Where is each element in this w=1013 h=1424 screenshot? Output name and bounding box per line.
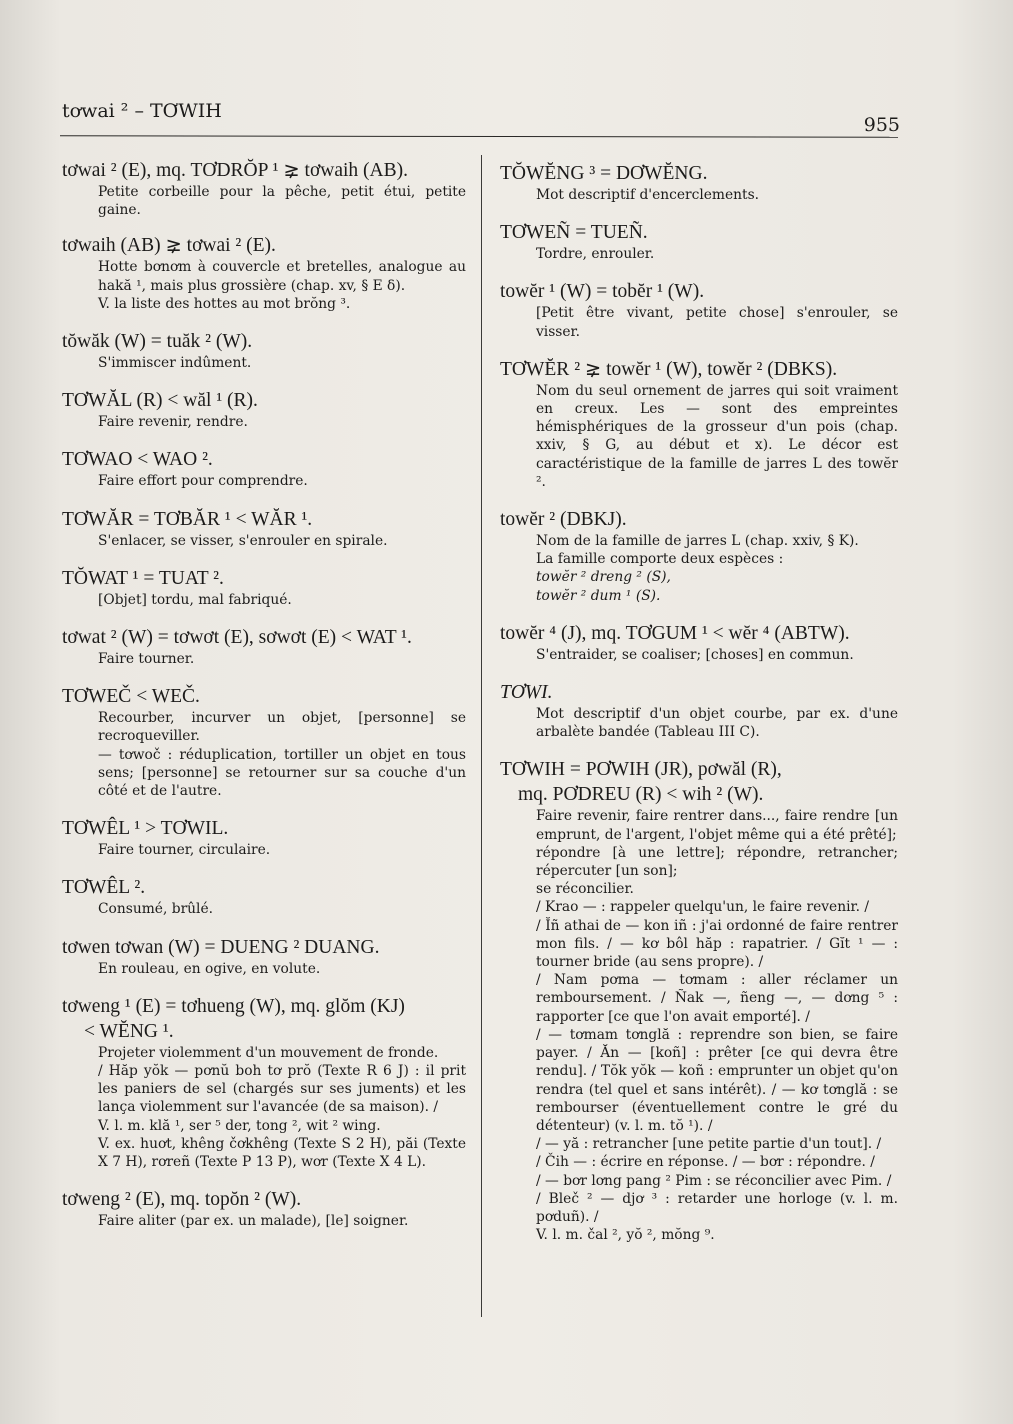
definition: [98, 900, 466, 918]
right-column: [500, 161, 898, 1244]
definition: [98, 591, 466, 609]
entry: [500, 161, 898, 204]
definition-line: Nom du seul ornement de jarres qui soit vraiment en creux. Les — sont des empreintes hémisphériques de la grosseur d'un pois (chap. xxiv, § G, au début et x). Le décor est caractéristique de la famille de jarres L des towĕr ².: [536, 382, 898, 490]
definition: [98, 472, 466, 490]
definition-line: répondre [à une lettre]; répondre, retrancher; répercuter [un son];: [536, 844, 898, 880]
headword: TŎWĔNG ³ = DƠWĔNG.: [500, 163, 708, 184]
definition-line: Recourber, incurver un objet, [personne] se recroqueviller.: [98, 710, 466, 745]
definition-line: [Objet] tordu, mal fabriqué.: [98, 591, 292, 608]
entry: [62, 329, 466, 372]
definition-line: Mot descriptif d'un objet courbe, par ex. d'une arbalète bandée (Tableau III C).: [536, 706, 898, 741]
definition-line: [Petit être vivant, petite chose] s'enrouler, se visser.: [536, 305, 898, 340]
definition-line: En rouleau, en ogive, en volute.: [98, 960, 321, 977]
definition: [98, 960, 466, 978]
definition-line: Projeter violemment d'un mouvement de fronde.: [98, 1044, 439, 1061]
definition-line: Tordre, enrouler.: [536, 246, 655, 263]
definition-line: / Ĭñ athai de — kon iñ : j'ai ordonné de faire rentrer mon fils. / — kơ bôl hăp : rapatrier. / Gĭt ¹ — : tourner bride (au sens propre). /: [536, 917, 898, 971]
definition: [98, 841, 466, 859]
definition: [536, 304, 898, 340]
definition-line: S'immiscer indûment.: [98, 355, 252, 372]
definition-line: / — yă : retrancher [une petite partie d'un tout]. /: [536, 1136, 882, 1153]
definition: [536, 245, 898, 263]
definition-line: / — tơmam tơnglă : reprendre son bien, se faire payer. / Ăn — [koñ] : prêter [ce qui devra être rendu]. / Tŏk yŏk — koñ : emprunter un objet qu'on rendra (tel quel et sans intérêt). / — kơ tơnglă : se rembourser (éventuellement contre le gré du détenteur) (v. l. m. tŏ ¹). /: [536, 1026, 898, 1134]
headword: TƠWI.: [500, 682, 553, 704]
definition: [98, 354, 466, 372]
definition: [98, 650, 466, 668]
entry: [62, 507, 466, 550]
entry: [500, 220, 898, 263]
definition-line: Faire effort pour comprendre.: [98, 473, 308, 490]
definition-line: Faire revenir, faire rentrer dans..., faire rendre [un emprunt, de l'argent, l'objet même qui a été prêté];: [536, 808, 898, 843]
entry: [500, 757, 898, 1244]
definition-line: towĕr ² dum ¹ (S).: [536, 587, 661, 604]
headword: TƠWIH = PƠWIH (JR), pơwăl (R),: [500, 759, 782, 781]
entry: [62, 875, 466, 918]
entry: [62, 625, 466, 668]
definition: [536, 382, 898, 491]
definition-line: / Bleč ² — djơ ³ : retarder une horloge (v. l. m. pơduñ). /: [536, 1190, 898, 1225]
definition: [98, 532, 466, 550]
entry: [62, 447, 466, 490]
definition-line: / Krao — : rappeler quelqu'un, le faire revenir. /: [536, 899, 869, 916]
definition-line: / Hăp yŏk — pơnŭ boh tơ prŏ (Texte R 6 J) : il prit les paniers de sel (chargés sur ses juments) et les lança violemment sur l'avancée (de sa maison). /: [98, 1063, 466, 1116]
headword: TƠWAO < WAO ².: [62, 449, 213, 471]
entry: [62, 158, 466, 219]
page-number: 955: [863, 114, 900, 136]
definition-line: / Nam pơma — tơmam : aller réclamer un remboursement. / Ñak —, ñeng —, — dơng ⁵ : rapporter [ce que l'on avait emporté]. /: [536, 972, 898, 1025]
definition: [536, 705, 898, 741]
definition: [98, 413, 466, 431]
entry: [62, 1187, 466, 1230]
headword: tơwat ² (W) = tơwơt (E), sơwơt (E) < WAT ¹.: [62, 627, 412, 649]
headword-continuation: < WĔNG ¹.: [84, 1020, 174, 1042]
entry: [62, 994, 466, 1171]
headword: TƠWEČ < WEČ.: [62, 686, 200, 708]
entry: [500, 680, 898, 741]
definition-line: — tơwoč : réduplication, tortiller un objet en tous sens; [personne] se retourner sur sa couche d'un côté et de l'autre.: [98, 746, 466, 800]
headword: towĕr ¹ (W) = tobĕr ¹ (W).: [500, 281, 705, 303]
definition-line: Consumé, brûlé.: [98, 901, 214, 918]
headword: TƠWÊL ².: [62, 877, 146, 899]
definition-line: / — bơr lơng pang ² Pim : se réconcilier avec Pim. /: [536, 1172, 892, 1189]
definition: [536, 646, 898, 664]
headword: tơweng ² (E), mq. topŏn ² (W).: [62, 1189, 302, 1211]
definition-line: / Čih — : écrire en réponse. / — bơr : répondre. /: [536, 1154, 875, 1171]
headword: TƠWEÑ = TUEÑ.: [500, 222, 648, 244]
headword: towĕr ² (DBKJ).: [500, 509, 627, 531]
definition-line: Nom de la famille de jarres L (chap. xxiv, § K).: [536, 533, 859, 550]
definition-line: Petite corbeille pour la pêche, petit étui, petite gaine.: [98, 184, 466, 219]
entry: [500, 357, 898, 491]
definition: [98, 1212, 466, 1230]
definition: [98, 183, 466, 219]
running-head-text: tơwai ² – TƠWIH: [62, 100, 222, 122]
entry: [62, 388, 466, 431]
definition-line: towĕr ² dreng ² (S),: [536, 569, 671, 586]
headword: TŎWAT ¹ = TUAT ².: [62, 567, 224, 589]
entry: [62, 935, 466, 978]
headword-continuation: mq. PƠDREU (R) < wih ² (W).: [518, 784, 764, 806]
definition: [536, 807, 898, 1244]
headword: tơweng ¹ (E) = tơhueng (W), mq. glŏm (KJ): [62, 995, 405, 1017]
headword: tơwai ² (E), mq. TƠDRŎP ¹ ⪈ tơwaih (AB).: [62, 160, 409, 181]
left-column: [62, 158, 466, 1230]
definition-line: V. l. m. klă ¹, ser ⁵ der, tong ², wit ² wing.: [98, 1117, 381, 1134]
column-divider: [481, 155, 482, 1317]
definition-line: Faire revenir, rendre.: [98, 414, 248, 431]
definition-line: Faire aliter (par ex. un malade), [le] soigner.: [98, 1213, 409, 1230]
entry: [62, 233, 466, 313]
definition-line: Faire tourner.: [98, 651, 195, 668]
headword: towĕr ⁴ (J), mq. TƠGUM ¹ < wĕr ⁴ (ABTW).: [500, 622, 850, 644]
definition-line: se réconcilier.: [536, 881, 634, 898]
definition-line: Mot descriptif d'encerclements.: [536, 187, 760, 203]
definition: [98, 1044, 466, 1171]
headword: tŏwăk (W) = tuăk ² (W).: [62, 331, 253, 353]
entry: [500, 621, 898, 664]
definition: [98, 709, 466, 800]
definition-line: V. l. m. čal ², yŏ ², mŏng ⁹.: [536, 1227, 715, 1244]
definition: [98, 258, 466, 313]
definition-line: La famille comporte deux espèces :: [536, 551, 784, 568]
definition: [536, 532, 898, 605]
entry: [62, 566, 466, 609]
definition-line: Faire tourner, circulaire.: [98, 842, 271, 859]
definition-line: S'enlacer, se visser, s'enrouler en spirale.: [98, 532, 388, 549]
definition: [536, 186, 898, 204]
headword: TƠWĂL (R) < wăl ¹ (R).: [62, 390, 258, 412]
headword: tơwen tơwan (W) = DUENG ² DUANG.: [62, 936, 380, 958]
entry: [500, 279, 898, 340]
running-head: [62, 100, 222, 122]
entry: [62, 816, 466, 859]
definition-line: V. ex. huơt, khêng čơkhêng (Texte S 2 H), păi (Texte X 7 H), rơreñ (Texte P 13 P), wơr (Texte X 4 L).: [98, 1135, 466, 1171]
definition-line: V. la liste des hottes au mot brŏng ³.: [98, 295, 351, 312]
header-rule: [60, 135, 898, 137]
entry: [500, 507, 898, 605]
headword: tơwaih (AB) ⪈ tơwai ² (E).: [62, 235, 276, 257]
headword: TƠWĂR = TƠBĂR ¹ < WĂR ¹.: [62, 508, 313, 530]
definition-line: Hotte bơnơm à couvercle et bretelles, analogue au hakă ¹, mais plus grossière (chap. xv, § E δ).: [98, 259, 466, 294]
entry: [62, 684, 466, 800]
headword: TƠWÊL ¹ > TƠWIL.: [62, 818, 229, 840]
headword: TƠWĔR ² ⪈ towĕr ¹ (W), towĕr ² (DBKS).: [500, 358, 838, 380]
definition-line: S'entraider, se coaliser; [choses] en commun.: [536, 646, 854, 663]
